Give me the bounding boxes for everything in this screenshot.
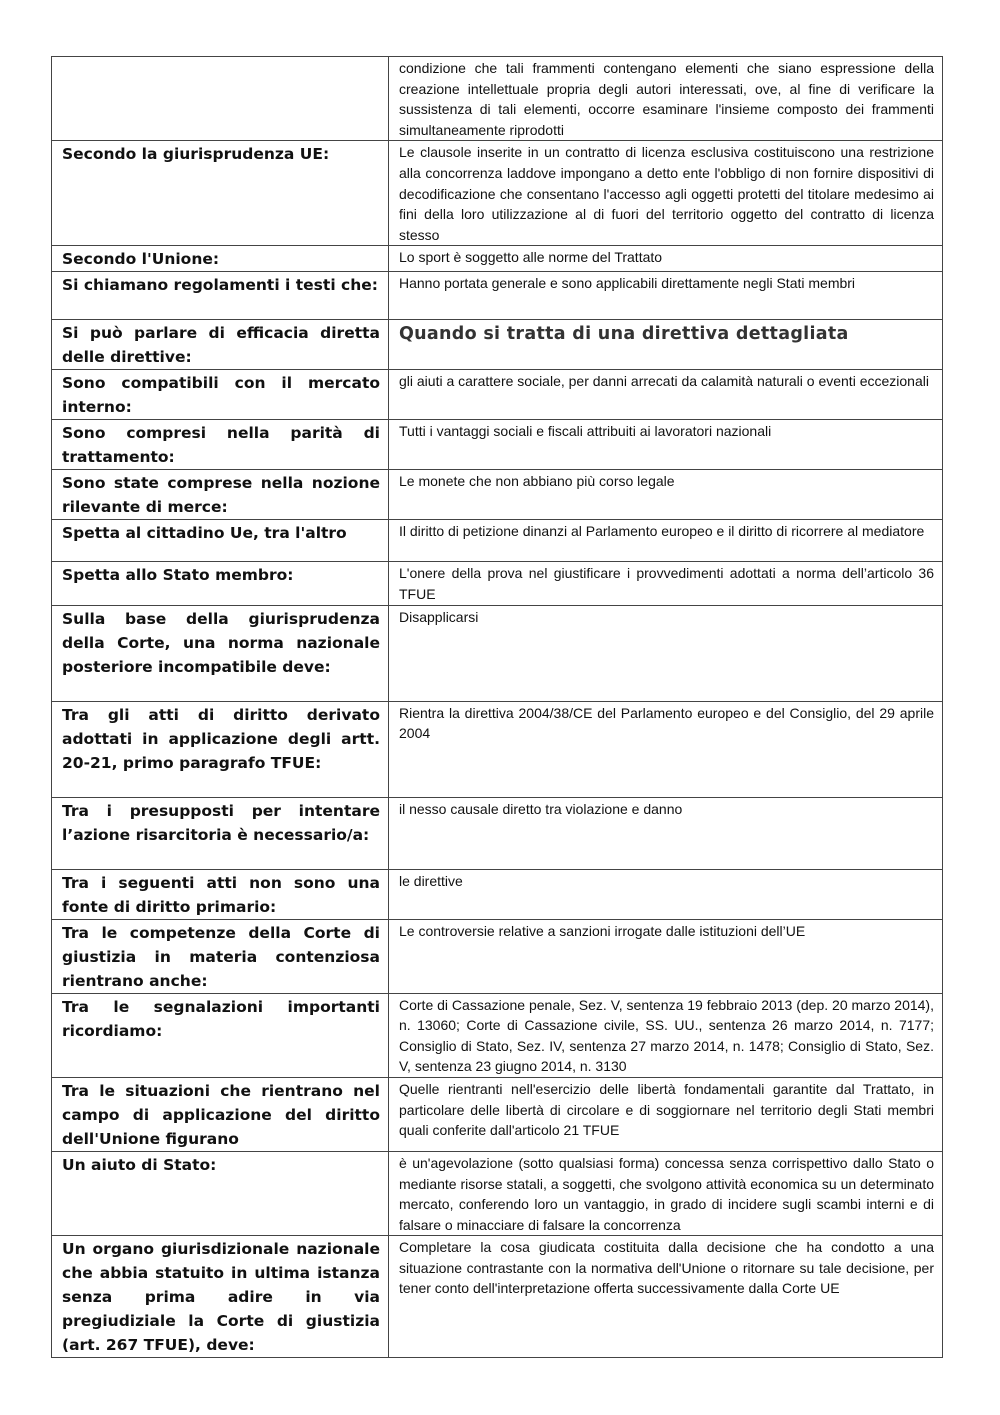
- question-cell: Tra le competenze della Corte di giustizia in materia contenziosa rientrano anche:: [52, 919, 389, 993]
- table-row: [52, 869, 943, 919]
- answer-cell: gli aiuti a carattere sociale, per danni arrecati da calamità naturali o eventi eccezionali: [389, 370, 943, 420]
- question-cell: Sono state comprese nella nozione rilevante di merce:: [52, 470, 389, 520]
- table-row: [52, 320, 943, 370]
- question-cell: Tra gli atti di diritto derivato adottati in applicazione degli artt. 20-21, primo paragrafo TFUE:: [52, 701, 389, 797]
- answer-cell: Le controversie relative a sanzioni irrogate dalle istituzioni dell’UE: [389, 919, 943, 993]
- answer-cell: Il diritto di petizione dinanzi al Parlamento europeo e il diritto di ricorrere al mediatore: [389, 520, 943, 562]
- table-row: [52, 141, 943, 246]
- question-cell: Un aiuto di Stato:: [52, 1151, 389, 1235]
- table-row: [52, 1236, 943, 1358]
- question-cell: Si chiamano regolamenti i testi che:: [52, 272, 389, 320]
- table-row: [52, 1077, 943, 1151]
- answer-cell: Quando si tratta di una direttiva dettagliata: [389, 320, 943, 370]
- table-row: [52, 605, 943, 701]
- table-row: [52, 57, 943, 141]
- answer-cell: condizione che tali frammenti contengano elementi che siano espressione della creazione intellettuale propria degli autori interessati, ove, al fine di verificare la sussistenza di tali elementi, occorre esaminare l'insieme composto dei frammenti simultaneamente riprodotti: [389, 57, 943, 141]
- question-cell: [52, 57, 389, 141]
- answer-cell: Corte di Cassazione penale, Sez. V, sentenza 19 febbraio 2013 (dep. 20 marzo 2014), n. 13060; Corte di Cassazione civile, SS. UU., sentenza 26 marzo 2014, n. 7177; Consiglio di Stato, Sez. IV, sentenza 27 marzo 2014, n. 1478; Consiglio di Stato, Sez. V, sentenza 23 giugno 2014, n. 3130: [389, 993, 943, 1077]
- table-row: [52, 520, 943, 562]
- answer-cell: Tutti i vantaggi sociali e fiscali attribuiti ai lavoratori nazionali: [389, 420, 943, 470]
- table-row: [52, 470, 943, 520]
- question-cell: Secondo l'Unione:: [52, 246, 389, 272]
- answer-cell: Le clausole inserite in un contratto di licenza esclusiva costituiscono una restrizione alla concorrenza laddove impongano a detto ente l'obbligo di non fornire dispositivi di decodificazione che consentano l'accesso agli oggetti protetti del titolare medesimo ai fini della loro utilizzazione al di fuori del territorio oggetto del contratto di licenza stesso: [389, 141, 943, 246]
- table-row: [52, 797, 943, 869]
- answer-cell: Rientra la direttiva 2004/38/CE del Parlamento europeo e del Consiglio, del 29 aprile 2004: [389, 701, 943, 797]
- question-cell: Sulla base della giurisprudenza della Corte, una norma nazionale posteriore incompatibile deve:: [52, 605, 389, 701]
- answer-cell: Disapplicarsi: [389, 605, 943, 701]
- qa-table: [51, 56, 943, 1358]
- answer-cell: Quelle rientranti nell'esercizio delle libertà fondamentali garantite dal Trattato, in particolare delle libertà di circolare e di soggiornare nel territorio degli Stati membri quali conferite dall'articolo 21 TFUE: [389, 1077, 943, 1151]
- table-row: [52, 370, 943, 420]
- answer-cell: Hanno portata generale e sono applicabili direttamente negli Stati membri: [389, 272, 943, 320]
- answer-cell: le direttive: [389, 869, 943, 919]
- question-cell: Spetta allo Stato membro:: [52, 562, 389, 605]
- table-row: [52, 919, 943, 993]
- question-cell: Secondo la giurisprudenza UE:: [52, 141, 389, 246]
- table-row: [52, 272, 943, 320]
- question-cell: Spetta al cittadino Ue, tra l'altro: [52, 520, 389, 562]
- table-row: [52, 701, 943, 797]
- question-cell: Un organo giurisdizionale nazionale che abbia statuito in ultima istanza senza prima adire in via pregiudiziale la Corte di giustizia (art. 267 TFUE), deve:: [52, 1236, 389, 1358]
- question-cell: Tra le segnalazioni importanti ricordiamo:: [52, 993, 389, 1077]
- question-cell: Tra i presupposti per intentare l’azione risarcitoria è necessario/a:: [52, 797, 389, 869]
- question-cell: Sono compresi nella parità di trattamento:: [52, 420, 389, 470]
- table-row: [52, 246, 943, 272]
- answer-cell: il nesso causale diretto tra violazione e danno: [389, 797, 943, 869]
- answer-cell: Completare la cosa giudicata costituita dalla decisione che ha condotto a una situazione contrastante con la normativa dell'Unione o ritornare su tale decisione, per tener conto dell'interpretazione offerta successivamente dalla Corte UE: [389, 1236, 943, 1358]
- answer-cell: Le monete che non abbiano più corso legale: [389, 470, 943, 520]
- table-row: [52, 562, 943, 605]
- question-cell: Sono compatibili con il mercato interno:: [52, 370, 389, 420]
- question-cell: Si può parlare di efficacia diretta delle direttive:: [52, 320, 389, 370]
- table-row: [52, 993, 943, 1077]
- answer-cell: Lo sport è soggetto alle norme del Trattato: [389, 246, 943, 272]
- question-cell: Tra le situazioni che rientrano nel campo di applicazione del diritto dell'Unione figurano: [52, 1077, 389, 1151]
- table-row: [52, 420, 943, 470]
- question-cell: Tra i seguenti atti non sono una fonte di diritto primario:: [52, 869, 389, 919]
- table-row: [52, 1151, 943, 1235]
- answer-cell: è un'agevolazione (sotto qualsiasi forma) concessa senza corrispettivo dallo Stato o mediante risorse statali, a soggetti, che svolgono attività economica su un determinato mercato, conferendo loro un vantaggio, in grado di incidere sugli scambi interni e di falsare o minacciare di falsare la concorrenza: [389, 1151, 943, 1235]
- answer-cell: L'onere della prova nel giustificare i provvedimenti adottati a norma dell’articolo 36 TFUE: [389, 562, 943, 605]
